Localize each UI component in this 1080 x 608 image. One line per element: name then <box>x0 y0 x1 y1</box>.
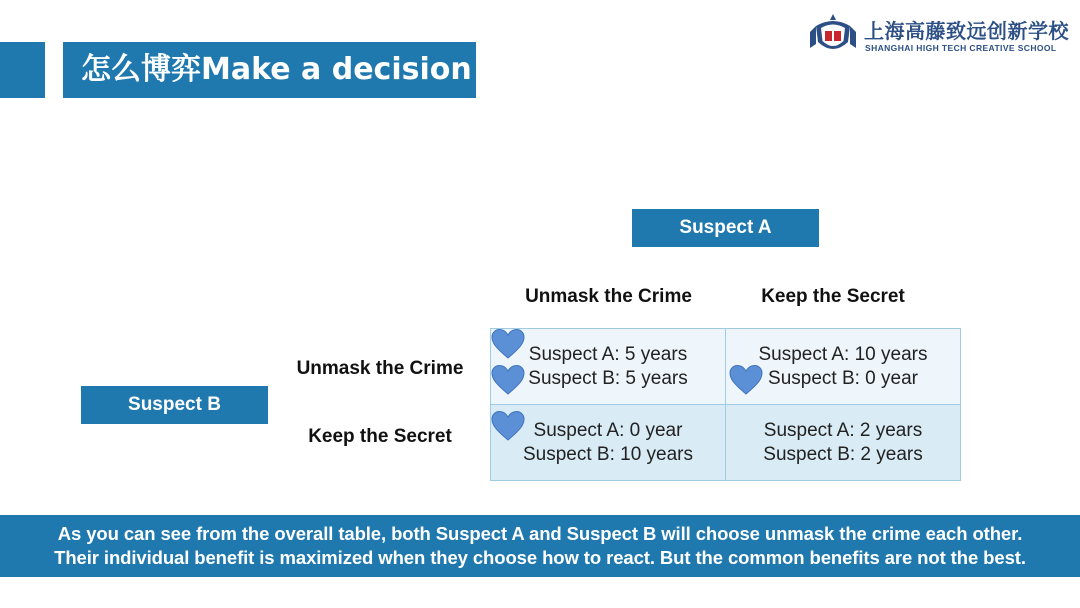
suspect-b-label: Suspect B <box>81 386 268 424</box>
heart-icon <box>490 328 526 360</box>
logo-chinese-name: 上海高藤致远创新学校 <box>864 19 1069 43</box>
heart-icon <box>728 364 764 396</box>
conclusion-line-2: Their individual benefit is maximized when they choose how to react. But the common benefits are not the best. <box>54 547 1026 568</box>
matrix-cell-keep-keep <box>726 405 960 480</box>
cell-line-suspect-a: Suspect A: 2 years <box>763 419 923 441</box>
cell-line-suspect-a: Suspect A: 5 years <box>528 343 688 365</box>
heart-icon <box>490 364 526 396</box>
cell-line-suspect-a: Suspect A: 10 years <box>758 343 928 365</box>
column-header-unmask: Unmask the Crime <box>525 286 692 307</box>
slide-title: 怎么博弈Make a decision <box>63 42 476 98</box>
column-header-keep-secret: Keep the Secret <box>761 286 905 307</box>
title-accent-block <box>0 42 45 98</box>
cell-line-suspect-b: Suspect B: 5 years <box>528 367 688 389</box>
row-header-keep-secret: Keep the Secret <box>308 426 452 447</box>
payoff-matrix <box>490 328 961 481</box>
conclusion-banner <box>0 515 1080 577</box>
cell-line-suspect-b: Suspect B: 10 years <box>522 443 694 465</box>
school-emblem-icon <box>808 12 858 58</box>
matrix-cell-keep-unmask <box>491 405 726 480</box>
cell-line-suspect-a: Suspect A: 0 year <box>533 419 683 441</box>
cell-line-suspect-b: Suspect B: 2 years <box>763 443 923 465</box>
suspect-a-label: Suspect A <box>632 209 819 247</box>
row-header-unmask: Unmask the Crime <box>296 358 464 379</box>
conclusion-line-1: As you can see from the overall table, both Suspect A and Suspect B will choose unmask the crime each other. <box>57 523 1023 544</box>
cell-line-suspect-b: Suspect B: 0 year <box>768 367 918 389</box>
matrix-cell-unmask-unmask <box>491 329 726 405</box>
school-logo <box>808 12 1070 58</box>
logo-english-name: SHANGHAI HIGH TECH CREATIVE SCHOOL <box>865 43 1057 53</box>
heart-icon <box>490 410 526 442</box>
